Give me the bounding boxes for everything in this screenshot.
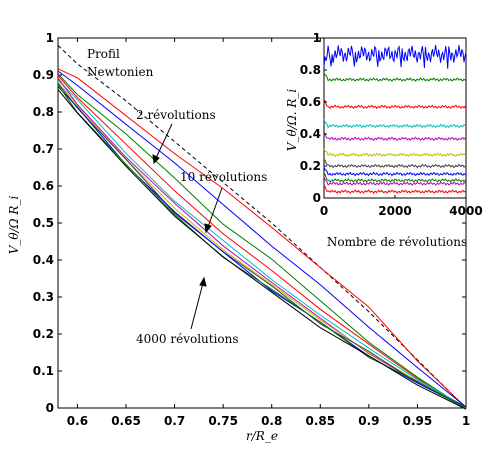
inset-y-tick-label-3: 0.6 xyxy=(299,95,321,109)
main-x-tick-label-3: 0.75 xyxy=(208,414,238,428)
annotation-4000-revolutions: 4000 révolutions xyxy=(136,332,239,346)
main-y-tick-label-8: 0.8 xyxy=(32,105,54,119)
main-x-tick-label-8: 1 xyxy=(461,414,471,428)
inset-y-tick-label-2: 0.4 xyxy=(299,127,321,141)
main-y-tick-label-2: 0.2 xyxy=(32,327,54,341)
main-x-tick-label-4: 0.8 xyxy=(261,414,283,428)
main-x-tick-label-2: 0.7 xyxy=(163,414,186,428)
main-x-tick-label-5: 0.85 xyxy=(305,414,336,428)
main-y-tick-label-5: 0.5 xyxy=(32,216,54,230)
annotation-10-revolutions: 10 révolutions xyxy=(180,170,268,184)
main-y-tick-label-7: 0.7 xyxy=(32,142,54,156)
annotation-profil: Profil xyxy=(87,47,120,61)
main-y-tick-label-9: 0.9 xyxy=(32,68,54,82)
main-x-tick-label-6: 0.9 xyxy=(358,414,380,428)
main-x-tick-label-0: 0.6 xyxy=(66,414,89,428)
inset-y-axis-label: V_θ/Ω. R_i xyxy=(285,88,299,152)
main-x-axis-label: r/R_e xyxy=(246,429,278,443)
main-x-tick-label-1: 0.65 xyxy=(111,414,141,428)
inset-x-axis-label: Nombre de révolutions xyxy=(326,235,468,249)
main-y-tick-label-1: 0.1 xyxy=(32,364,54,378)
inset-y-tick-label-5: 1 xyxy=(312,31,321,45)
inset-y-tick-label-0: 0 xyxy=(312,191,321,205)
inset-x-tick-label-0: 0 xyxy=(319,204,329,218)
annotation-newtonien: Newtonien xyxy=(87,65,154,79)
inset-y-tick-label-1: 0.2 xyxy=(299,159,321,173)
main-y-tick-label-6: 0.6 xyxy=(32,179,54,193)
main-y-axis-label: V_θ/Ω R_i xyxy=(7,195,21,255)
inset-y-tick-label-4: 0.8 xyxy=(299,63,321,77)
inset-x-tick-label-1: 2000 xyxy=(378,204,412,218)
main-y-tick-label-0: 0 xyxy=(45,401,54,415)
inset-x-tick-label-2: 4000 xyxy=(449,204,483,218)
annotation-2-revolutions: 2 révolutions xyxy=(136,108,216,122)
main-y-tick-label-3: 0.3 xyxy=(32,290,54,304)
main-x-tick-label-7: 0.95 xyxy=(402,414,433,428)
main-y-tick-label-10: 1 xyxy=(45,31,54,45)
main-y-tick-label-4: 0.4 xyxy=(32,253,54,267)
